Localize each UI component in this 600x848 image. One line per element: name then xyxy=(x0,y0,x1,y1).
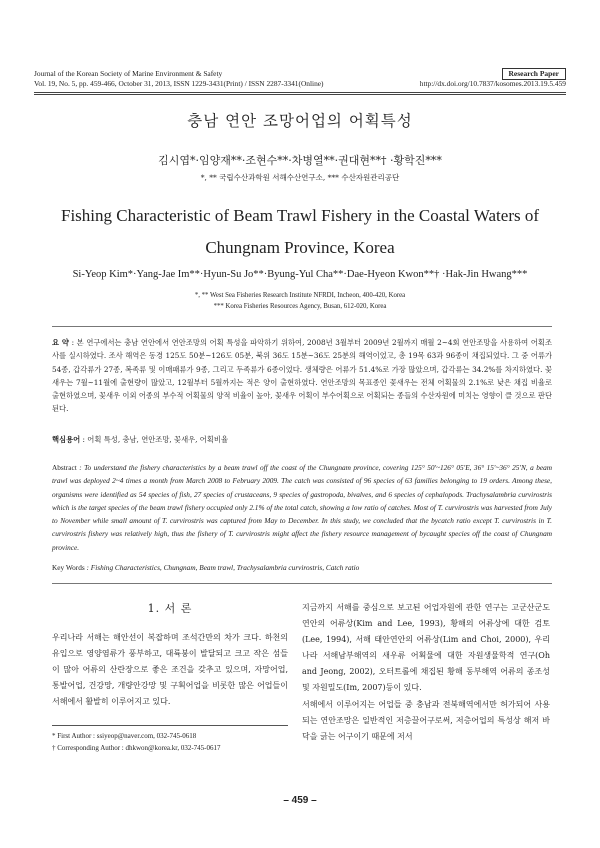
korean-abstract xyxy=(52,336,552,416)
korean-abstract-text: : 본 연구에서는 충남 연안에서 연안조망의 어획 특성을 파악하기 위하여, 2008년 3월부터 2009년 2월까지 매월 2~4회 연안조망을 사용하여 어획조사를 실시하였다. 조사 해역은 동경 125도 50분~126도 05분, 북위 36도 15분~36도 25분의 해역이었고, 총 19목 63과 96종이 채집되었다. 그 중 어류가 54종, 갑각류가 27종, 복족류 및 이매패류가 9종, 그리고 두족류가 6종이었다. 생체량은 어류가 51.4%로 가장 많았으며, 갑각류는 34.2%를 차지하였다. 꽃새우는 7월~11월에 출현량이 많았고, 12월부터 5월까지는 적은 양이 출현하였다. 연안조망의 목표종인 꽃새우는 전체 어획물의 2.1%로 낮은 채집 비율로 출현하였으며, 꽃새우 이외 어종의 부수적 어획물의 양적 비율이 높아, 꽃새우 어획이 부수어획으로 어획되는 종들의 수산자원에 미치는 영향이 클 것으로 판단된다. xyxy=(52,338,552,414)
introduction-paragraph: 우리나라 서해는 해안선이 복잡하며 조석간만의 차가 크다. 하천의 유입으로 영양염류가 풍부하고, 대륙붕이 발달되고 크고 작은 섬들이 많아 어류의 산란장으로 좋은 조건을 갖추고 있으며, 자망어업, 통발어업, 건강망, 개량안강망 및 구획어업을 비롯한 많은 어업들이 서해에서 활발히 이루어지고 있다. xyxy=(52,633,288,706)
header-rule-thin xyxy=(34,94,566,95)
korean-title: 충남 연안 조망어업의 어획특성 xyxy=(187,112,413,130)
header-rule xyxy=(34,92,566,93)
korean-keywords xyxy=(52,435,552,445)
first-author-footnote: * First Author : ssiyeop@naver.com, 032-745-0618 xyxy=(52,732,197,740)
korean-affiliation: *, ** 국립수산과학원 서해수산연구소, *** 수산자원관리공단 xyxy=(200,173,400,182)
corresponding-author-footnote: † Corresponding Author : dhkwon@korea.kr, 032-745-0617 xyxy=(52,744,221,752)
footnote-rule xyxy=(52,725,288,726)
abstract-rule-bottom xyxy=(52,583,552,584)
article-type-badge: Research Paper xyxy=(502,68,566,80)
english-keywords-label: Key Words xyxy=(52,563,85,572)
page-number: – 459 – xyxy=(283,795,317,806)
korean-keywords-text: : 어획 특성, 충남, 연안조망, 꽃새우, 어획비율 xyxy=(80,435,229,444)
english-affiliation-2: *** Korea Fisheries Resources Agency, Busan, 612-020, Korea xyxy=(213,303,387,310)
english-keywords xyxy=(52,563,552,572)
korean-keywords-label: 핵심용어 xyxy=(52,435,81,444)
body-paragraph-1: 지금까지 서해를 중심으로 보고된 어업자원에 관한 연구는 고군산군도 연안의 어류상(Kim and Lee, 1993), 황해의 어류상에 대한 검토(Lee, 1994), 서해 태안연안의 어류상(Lim and Choi, 2000), 우리나라 서해남부해역의 새우류 어획물에 대한 자원생물학적 연구(Oh and Jeong, 2002), 오터트롤에 채집된 황해 동부해역 어류의 종조성 및 자원밀도(Im, 2007)등이 있다. xyxy=(302,603,550,692)
journal-name: Journal of the Korean Society of Marine Environment & Safety xyxy=(34,69,223,78)
body-paragraph-2: 서해에서 이루어지는 어업들 중 충남과 전북해역에서만 허가되어 사용되는 연안조망은 일반적인 저층끌어구로써, 저층어업의 특성상 해저 바닥을 긁는 어구이기 때문에 저서 xyxy=(302,700,550,742)
section-heading-introduction: 1. 서 론 xyxy=(147,602,193,615)
english-affiliation-1: *, ** West Sea Fisheries Research Institute NFRDI, Incheon, 400-420, Korea xyxy=(194,292,406,299)
body-column-left xyxy=(52,600,288,710)
korean-abstract-label: 요 약 xyxy=(52,338,69,347)
abstract-rule-top xyxy=(52,326,552,327)
volume-line: Vol. 19, No. 5, pp. 459-466, October 31, 2013, ISSN 1229-3431(Print) / ISSN 2287-3341(Online) xyxy=(34,79,324,88)
body-column-right xyxy=(302,600,550,745)
doi-link[interactable]: http://dx.doi.org/10.7837/kosomes.2013.19.5.459 xyxy=(419,79,566,88)
english-keywords-text: : Fishing Characteristics, Chungnam, Beam trawl, Trachysalambria curvirostris, Catch ratio xyxy=(84,563,360,572)
english-affiliations xyxy=(0,290,600,312)
english-title: Fishing Characteristic of Beam Trawl Fishery in the Coastal Waters of Chungnam Province, Korea xyxy=(60,206,540,257)
english-authors: Si-Yeop Kim*·Yang-Jae Im**·Hyun-Su Jo**·Byung-Yul Cha**·Dae-Hyeon Kwon**† ·Hak-Jin Hwang*** xyxy=(72,269,528,280)
footnotes xyxy=(52,730,288,754)
journal-header xyxy=(34,69,566,89)
english-abstract-label: Abstract xyxy=(52,463,77,472)
english-abstract-text: : To understand the fishery characteristics by a beam trawl off the coast of the Chungnam province, covering 125° 50'~126° 05'E, 36° 15'~36° 25'N, a beam trawl was deployed 2~4 times a month from March 2008 to February 2009. The catch was consisted of 96 species of 63 families belonging to 19 orders. Among these, organisms were identified as 54 species of fish, 27 species of crustaceans, 9 species of gastropoda, bivalves, and 6 species of cephalopods. Trachysalambria curvirostris which is the target species of the beam trawl fishery occupied only 2.1% of the total catch, showing a low ratio of catches. Most of T. curvirostris was harvested from July to November while small amount of T. curvirostris was captured from May to December. In this study, we concluded that the bycatch ratio except T. curvirostris in T. curvirostris fishery was relatively high, thus the fishery of T. curvirostris might affect the fishery resource management of bycaught species off the coast of Chungnam province. xyxy=(52,463,552,552)
english-abstract xyxy=(52,461,552,554)
korean-authors: 김시엽*·임양재**·조현수**·차병열**·권대현**† ·황학진*** xyxy=(158,154,442,167)
